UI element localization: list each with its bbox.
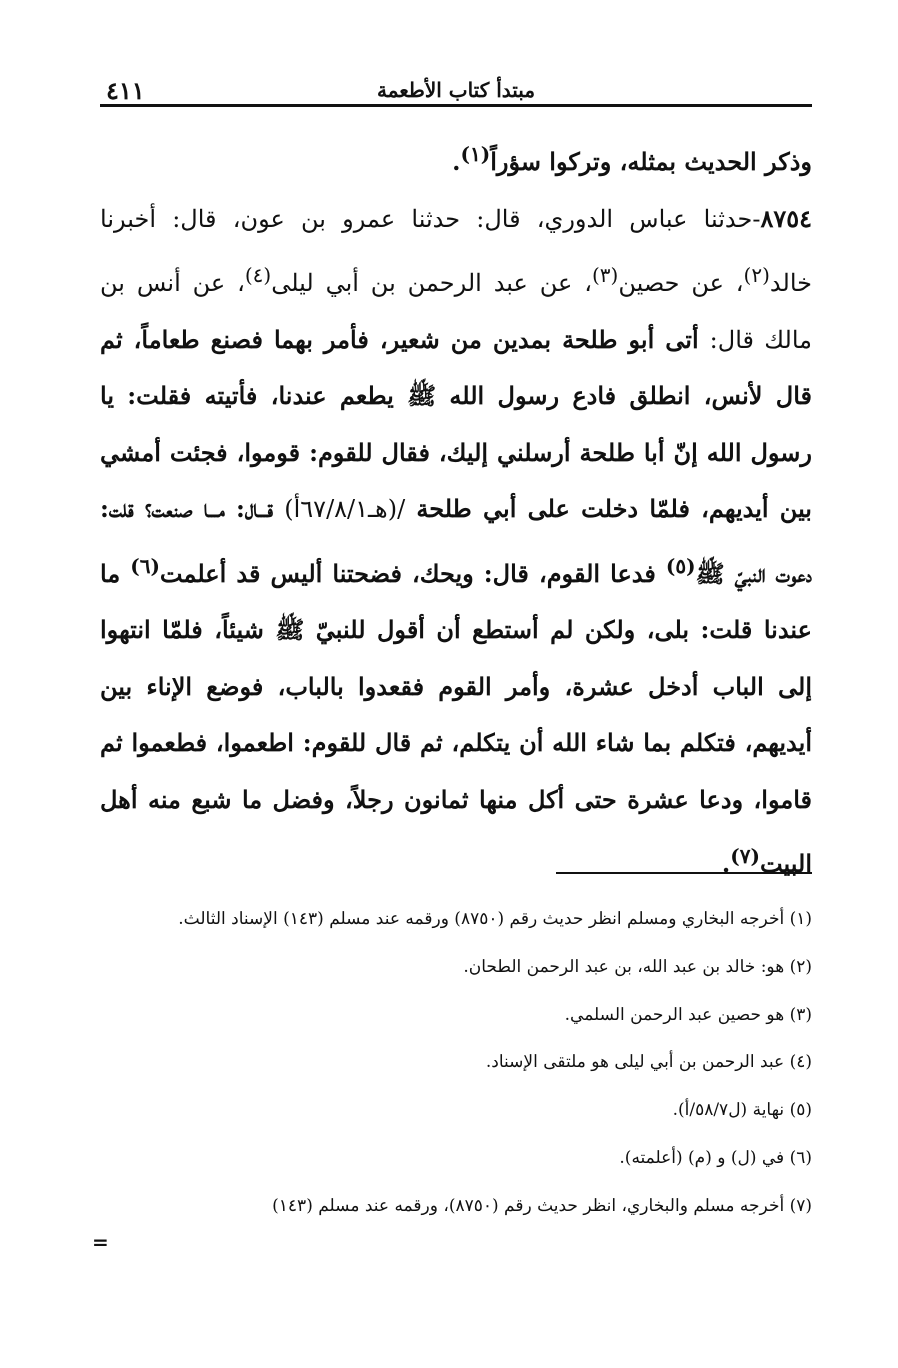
matn-text-c: فدعا القوم، قال: ويحك، فضحتنا أليس قد أعلمت <box>159 558 666 588</box>
footnote-1: (١) أخرجه البخاري ومسلم انظر حديث رقم (٨٧٥٠) ورقمه عند مسلم (١٤٣) الإسناد الثالث. <box>178 909 812 929</box>
matn-text-b: قـــال: مـــا صنعت؟ قلت: دعوت النبيّ ﷺ <box>100 494 813 588</box>
isnad-text-a: -حدثنا عباس الدوري، قال: حدثنا عمرو بن عون، قال: أخبرنا خالد <box>100 204 812 297</box>
footnote-2: (٢) هو: خالد بن عبد الله، بن عبد الرحمن الطحان. <box>463 956 812 977</box>
footnote-ref-4: (٤) <box>244 263 272 287</box>
footnote-3: (٣) هو حصين عبد الرحمن السلمي. <box>564 1004 812 1025</box>
footnote-6: (٦) في (ل) و (م) (أعلمته). <box>619 1147 812 1168</box>
paragraph-1-text: وذكر الحديث بمثله، وتركوا سؤراً <box>490 147 812 176</box>
paragraph-1 <box>100 126 812 191</box>
footnote-5: (٥) نهاية (ل٥٨/٧/أ). <box>672 1100 812 1121</box>
matn-text-end: . <box>721 849 731 878</box>
isnad-text-d: ، عن أنس بن مالك قال: <box>100 269 812 354</box>
hadith-paragraph <box>100 191 812 893</box>
main-text <box>100 126 812 893</box>
footnote-ref-7: (٧) <box>730 844 760 868</box>
footnote-ref-5: (٥) <box>665 553 696 578</box>
footnote-ref-3: (٣) <box>591 263 619 287</box>
footnote-7: (٧) أخرجه مسلم والبخاري، انظر حديث رقم (٨٧٥٠)، ورقمه عند مسلم (١٤٣) <box>272 1195 812 1216</box>
footnotes <box>96 896 812 1231</box>
continuation-mark: = <box>92 1230 109 1254</box>
footnote-ref-2: (٢) <box>743 263 770 287</box>
isnad-text-c: ، عن عبد الرحمن بن أبي ليلى <box>271 269 592 297</box>
footnote-ref-6: (٦) <box>130 553 160 578</box>
page-number: ٤١١ <box>106 76 145 105</box>
paragraph-1-end: . <box>452 147 461 176</box>
page-header <box>100 74 812 107</box>
footnote-divider <box>556 872 812 874</box>
footnote-4: (٤) عبد الرحمن بن أبي ليلى هو ملتقى الإسناد. <box>485 1052 812 1073</box>
footnote-ref-1: (١) <box>460 142 491 166</box>
manuscript-ref: /(هـ٦٧/٨/١أ) <box>284 495 406 523</box>
running-title: مبتدأ كتاب الأطعمة <box>376 78 536 102</box>
hadith-number: ٨٧٥٤ <box>760 203 812 233</box>
matn-text-a: أتى أبو طلحة بمدين من شعير، فأمر بهما فصنع طعاماً، ثم قال لأنس، انطلق فادع رسول الله ﷺ يطعم عندنا، فأتيته فقلت: يا رسول الله إنّ أبا طلحة أرسلني إليك، فقال للقوم: قوموا، فجئت أمشي بين أيديهم، فلمّا دخلت على أبي طلحة <box>100 324 812 523</box>
isnad-text-b: ، عن حصين <box>618 269 744 297</box>
matn-text-d: ما عندنا قلت: بلى، ولكن لم أستطع أن أقول للنبيّ ﷺ شيئاً، فلمّا انتهوا إلى الباب أدخل عشرة، وأمر القوم فقعدوا بالباب، فوضع الإناء بين أيديهم، فتكلم بما شاء الله أن يتكلم، ثم قال للقوم: اطعموا، فطعموا ثم قاموا، ودعا عشرة حتى أكل منها ثمانون رجلاً، وفضل ما شبع منه أهل البيت <box>100 558 812 878</box>
